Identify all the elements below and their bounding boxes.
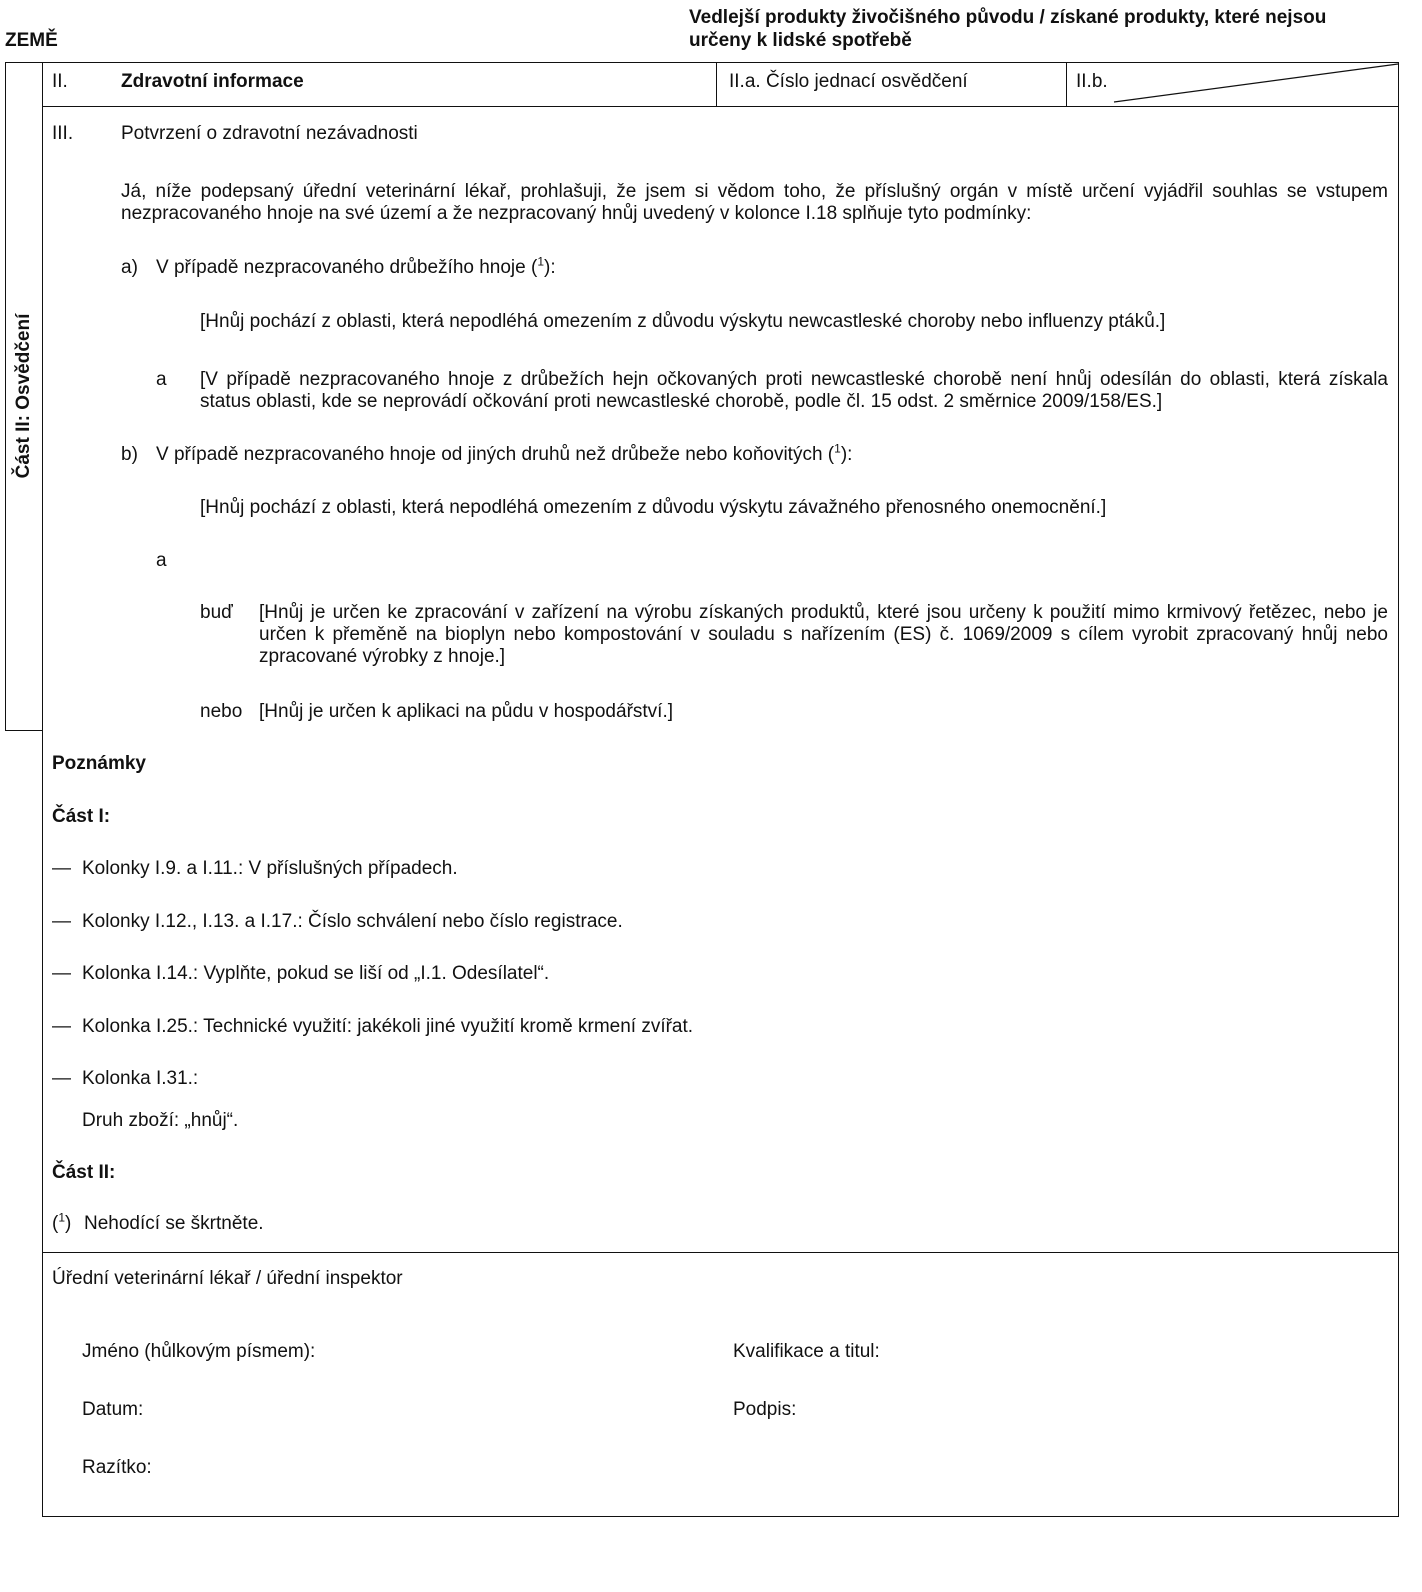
iib-label: II.b. [1076,71,1108,92]
footnote-ref: 1 [834,441,841,456]
note-item: — Kolonka I.25.: Technické využití: jakékoli jiné využití kromě krmení zvířat. [82,1016,693,1038]
iib-strike-line [1066,62,1400,108]
item-b-heading-close: ): [840,444,853,465]
signature-top-border [42,1252,1399,1253]
footnote-number: 1 [58,1210,66,1225]
item-a-heading-close: ): [544,257,556,278]
item-b-heading [156,441,853,466]
item-a-condition-2: [V případě nezpracovaného hnoje z drůbežích hejn očkovaných proti newcastleské chorobě není hnůj odesílán do oblasti, která získala status oblasti, kde se neprovádí očkování proti newcastleské chorobě, podle čl. 15 odst. 2 směrnice 2009/158/ES.] [200,369,1388,412]
item-b-label: b) [121,444,138,465]
stamp-field-label: Razítko: [82,1457,152,1478]
document-title-line2: určeny k lidské spotřebě [689,30,912,51]
option-or-text: [Hnůj je určen k aplikaci na půdu v hospodářství.] [259,701,674,722]
notes-heading: Poznámky [52,753,146,774]
footnote-marker [52,1210,72,1235]
section-side-label [5,62,43,730]
name-field-label: Jméno (hůlkovým písmem): [82,1341,316,1362]
item-a-heading [156,254,556,279]
row2-number: II. [52,71,68,92]
bottom-border [42,1516,1399,1517]
qualification-field-label: Kvalifikace a titul: [733,1341,880,1362]
notes-part2-heading: Část II: [52,1162,116,1183]
connector-and-1: a [156,369,167,390]
note-item: — Kolonky I.9. a I.11.: V příslušných případech. [82,858,458,880]
document-title-line1: Vedlejší produkty živočišného původu / získané produkty, které nejsou [689,7,1327,28]
signature-heading: Úřední veterinární lékař / úřední inspektor [52,1268,403,1289]
note-item: — Kolonka I.14.: Vyplňte, pokud se liší od „I.1. Odesílatel“. [82,963,549,985]
note-item: — Kolonky I.12., I.13. a I.17.: Číslo schválení nebo číslo registrace. [82,911,623,933]
footnote-text: Nehodící se škrtněte. [84,1213,264,1234]
item-a-heading-text: V případě nezpracovaného drůbežího hnoje ( [156,257,538,278]
section3-title: Potvrzení o zdravotní nezávadnosti [121,123,418,144]
country-label: ZEMĚ [5,30,58,51]
notes-part1-heading: Část I: [52,806,111,827]
item-a-condition-1: [Hnůj pochází z oblasti, která nepodléhá omezením z důvodu výskytu newcastleské choroby nebo influenzy ptáků.] [200,311,1166,332]
signature-field-label: Podpis: [733,1399,797,1420]
option-either-label: buď [200,602,233,623]
footnote-ref: 1 [537,254,545,269]
item-a-label: a) [121,257,138,278]
connector-and-2: a [156,550,167,571]
note-goods-type: Druh zboží: „hnůj“. [82,1110,239,1131]
option-or-label: nebo [200,701,243,722]
date-field-label: Datum: [82,1399,144,1420]
certificate-reference-label: II.a. Číslo jednací osvědčení [729,71,968,92]
section3-number: III. [52,123,74,144]
attestation-intro: Já, níže podepsaný úřední veterinární lékař, prohlašuji, že jsem si vědom toho, že příslušný orgán v místě určení vyjádřil souhlas se vstupem nezpracovaného hnoje na své území a že nezpracovaný hnůj uvedený v kolonce I.18 splňuje tyto podmínky: [121,181,1388,224]
note-item: — Kolonka I.31.: [82,1068,198,1090]
side-label-bottom-border [5,730,42,731]
right-border [1398,62,1399,1517]
health-info-heading: Zdravotní informace [121,71,304,92]
option-either-text: [Hnůj je určen ke zpracování v zařízení na výrobu získaných produktů, které jsou určeny k použití mimo krmivový řetězec, nebo je určen k přeměně na bioplyn nebo kompostování v souladu s nařízením (ES) č. 1069/2009 s cílem vyrobit zpracovaný hnůj nebo zpracované výrobky z hnoje.] [259,602,1388,667]
section-side-label-text: Část II: Osvědčení [13,313,34,479]
item-b-condition-1: [Hnůj pochází z oblasti, která nepodléhá omezením z důvodu výskytu závažného přenosného onemocnění.] [200,497,1107,518]
footnote-close: ) [65,1213,72,1234]
item-b-heading-text: V případě nezpracovaného hnoje od jiných druhů než drůbeže nebo koňovitých ( [156,444,835,465]
footnote-open: ( [52,1213,59,1234]
iia-divider [716,62,717,106]
